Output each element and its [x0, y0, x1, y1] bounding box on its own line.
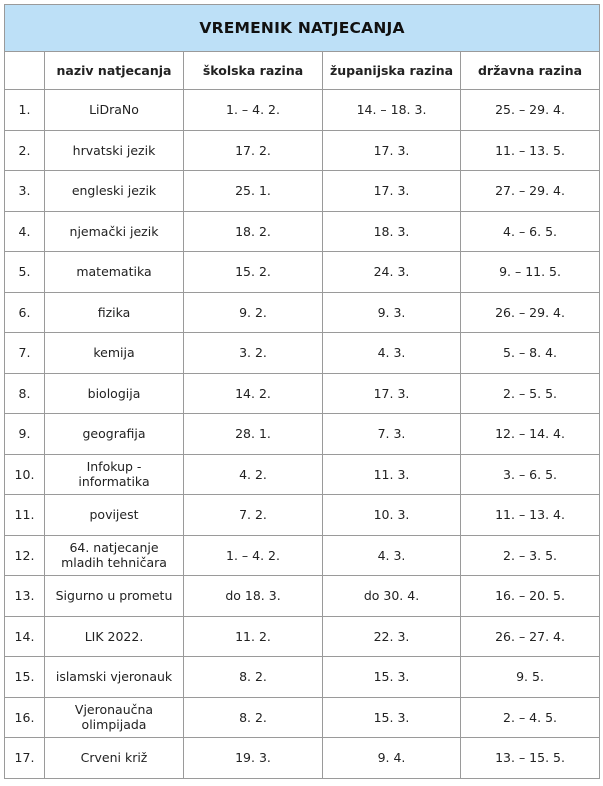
competition-name: Infokup - informatika — [45, 454, 184, 495]
header-school-level: školska razina — [184, 52, 323, 90]
competition-name: LiDraNo — [45, 90, 184, 131]
competition-name: Sigurno u prometu — [45, 576, 184, 617]
header-row — [5, 52, 600, 90]
row-number: 14. — [5, 616, 45, 657]
state-level-date: 26. – 29. 4. — [461, 292, 600, 333]
row-number: 11. — [5, 495, 45, 536]
title-row — [5, 5, 600, 52]
county-level-date: do 30. 4. — [323, 576, 461, 617]
state-level-date: 9. – 11. 5. — [461, 252, 600, 293]
table-row — [5, 171, 600, 212]
competition-name: islamski vjeronauk — [45, 657, 184, 698]
county-level-date: 4. 3. — [323, 333, 461, 374]
school-level-date: 11. 2. — [184, 616, 323, 657]
competition-name: kemija — [45, 333, 184, 374]
table-row — [5, 657, 600, 698]
table-row — [5, 697, 600, 738]
row-number: 10. — [5, 454, 45, 495]
state-level-date: 5. – 8. 4. — [461, 333, 600, 374]
competition-name: Vjeronaučna olimpijada — [45, 697, 184, 738]
state-level-date: 13. – 15. 5. — [461, 738, 600, 779]
state-level-date: 11. – 13. 5. — [461, 130, 600, 171]
competition-schedule-table — [4, 4, 600, 779]
table-row — [5, 292, 600, 333]
competition-name: Crveni križ — [45, 738, 184, 779]
row-number: 5. — [5, 252, 45, 293]
competition-name: engleski jezik — [45, 171, 184, 212]
row-number: 9. — [5, 414, 45, 455]
county-level-date: 17. 3. — [323, 130, 461, 171]
school-level-date: 8. 2. — [184, 657, 323, 698]
table-row — [5, 454, 600, 495]
state-level-date: 3. – 6. 5. — [461, 454, 600, 495]
county-level-date: 18. 3. — [323, 211, 461, 252]
school-level-date: 3. 2. — [184, 333, 323, 374]
state-level-date: 4. – 6. 5. — [461, 211, 600, 252]
table-title: VREMENIK NATJECANJA — [5, 5, 600, 52]
school-level-date: 19. 3. — [184, 738, 323, 779]
school-level-date: 17. 2. — [184, 130, 323, 171]
school-level-date: 7. 2. — [184, 495, 323, 536]
row-number: 12. — [5, 535, 45, 576]
table-row — [5, 90, 600, 131]
table-body — [5, 90, 600, 779]
school-level-date: 14. 2. — [184, 373, 323, 414]
row-number: 8. — [5, 373, 45, 414]
school-level-date: 28. 1. — [184, 414, 323, 455]
header-number — [5, 52, 45, 90]
state-level-date: 26. – 27. 4. — [461, 616, 600, 657]
school-level-date: do 18. 3. — [184, 576, 323, 617]
county-level-date: 10. 3. — [323, 495, 461, 536]
table-row — [5, 616, 600, 657]
county-level-date: 17. 3. — [323, 171, 461, 212]
state-level-date: 11. – 13. 4. — [461, 495, 600, 536]
county-level-date: 7. 3. — [323, 414, 461, 455]
state-level-date: 2. – 5. 5. — [461, 373, 600, 414]
schedule-container — [4, 4, 599, 779]
state-level-date: 25. – 29. 4. — [461, 90, 600, 131]
row-number: 13. — [5, 576, 45, 617]
school-level-date: 4. 2. — [184, 454, 323, 495]
competition-name: hrvatski jezik — [45, 130, 184, 171]
county-level-date: 9. 4. — [323, 738, 461, 779]
county-level-date: 15. 3. — [323, 697, 461, 738]
competition-name: geografija — [45, 414, 184, 455]
county-level-date: 11. 3. — [323, 454, 461, 495]
header-state-level: državna razina — [461, 52, 600, 90]
county-level-date: 4. 3. — [323, 535, 461, 576]
county-level-date: 15. 3. — [323, 657, 461, 698]
table-row — [5, 535, 600, 576]
table-row — [5, 738, 600, 779]
row-number: 4. — [5, 211, 45, 252]
competition-name: matematika — [45, 252, 184, 293]
school-level-date: 9. 2. — [184, 292, 323, 333]
state-level-date: 2. – 4. 5. — [461, 697, 600, 738]
row-number: 6. — [5, 292, 45, 333]
state-level-date: 27. – 29. 4. — [461, 171, 600, 212]
state-level-date: 9. 5. — [461, 657, 600, 698]
row-number: 7. — [5, 333, 45, 374]
county-level-date: 24. 3. — [323, 252, 461, 293]
table-row — [5, 495, 600, 536]
competition-name: njemački jezik — [45, 211, 184, 252]
competition-name: povijest — [45, 495, 184, 536]
row-number: 3. — [5, 171, 45, 212]
competition-name: biologija — [45, 373, 184, 414]
school-level-date: 25. 1. — [184, 171, 323, 212]
row-number: 15. — [5, 657, 45, 698]
state-level-date: 12. – 14. 4. — [461, 414, 600, 455]
table-row — [5, 252, 600, 293]
table-row — [5, 130, 600, 171]
state-level-date: 16. – 20. 5. — [461, 576, 600, 617]
school-level-date: 8. 2. — [184, 697, 323, 738]
table-row — [5, 211, 600, 252]
header-competition-name: naziv natjecanja — [45, 52, 184, 90]
county-level-date: 17. 3. — [323, 373, 461, 414]
county-level-date: 14. – 18. 3. — [323, 90, 461, 131]
table-row — [5, 333, 600, 374]
state-level-date: 2. – 3. 5. — [461, 535, 600, 576]
row-number: 17. — [5, 738, 45, 779]
table-row — [5, 414, 600, 455]
row-number: 1. — [5, 90, 45, 131]
competition-name: fizika — [45, 292, 184, 333]
table-row — [5, 373, 600, 414]
row-number: 2. — [5, 130, 45, 171]
school-level-date: 1. – 4. 2. — [184, 535, 323, 576]
row-number: 16. — [5, 697, 45, 738]
county-level-date: 22. 3. — [323, 616, 461, 657]
school-level-date: 18. 2. — [184, 211, 323, 252]
county-level-date: 9. 3. — [323, 292, 461, 333]
competition-name: 64. natjecanje mladih tehničara — [45, 535, 184, 576]
header-county-level: županijska razina — [323, 52, 461, 90]
school-level-date: 1. – 4. 2. — [184, 90, 323, 131]
competition-name: LIK 2022. — [45, 616, 184, 657]
school-level-date: 15. 2. — [184, 252, 323, 293]
table-row — [5, 576, 600, 617]
